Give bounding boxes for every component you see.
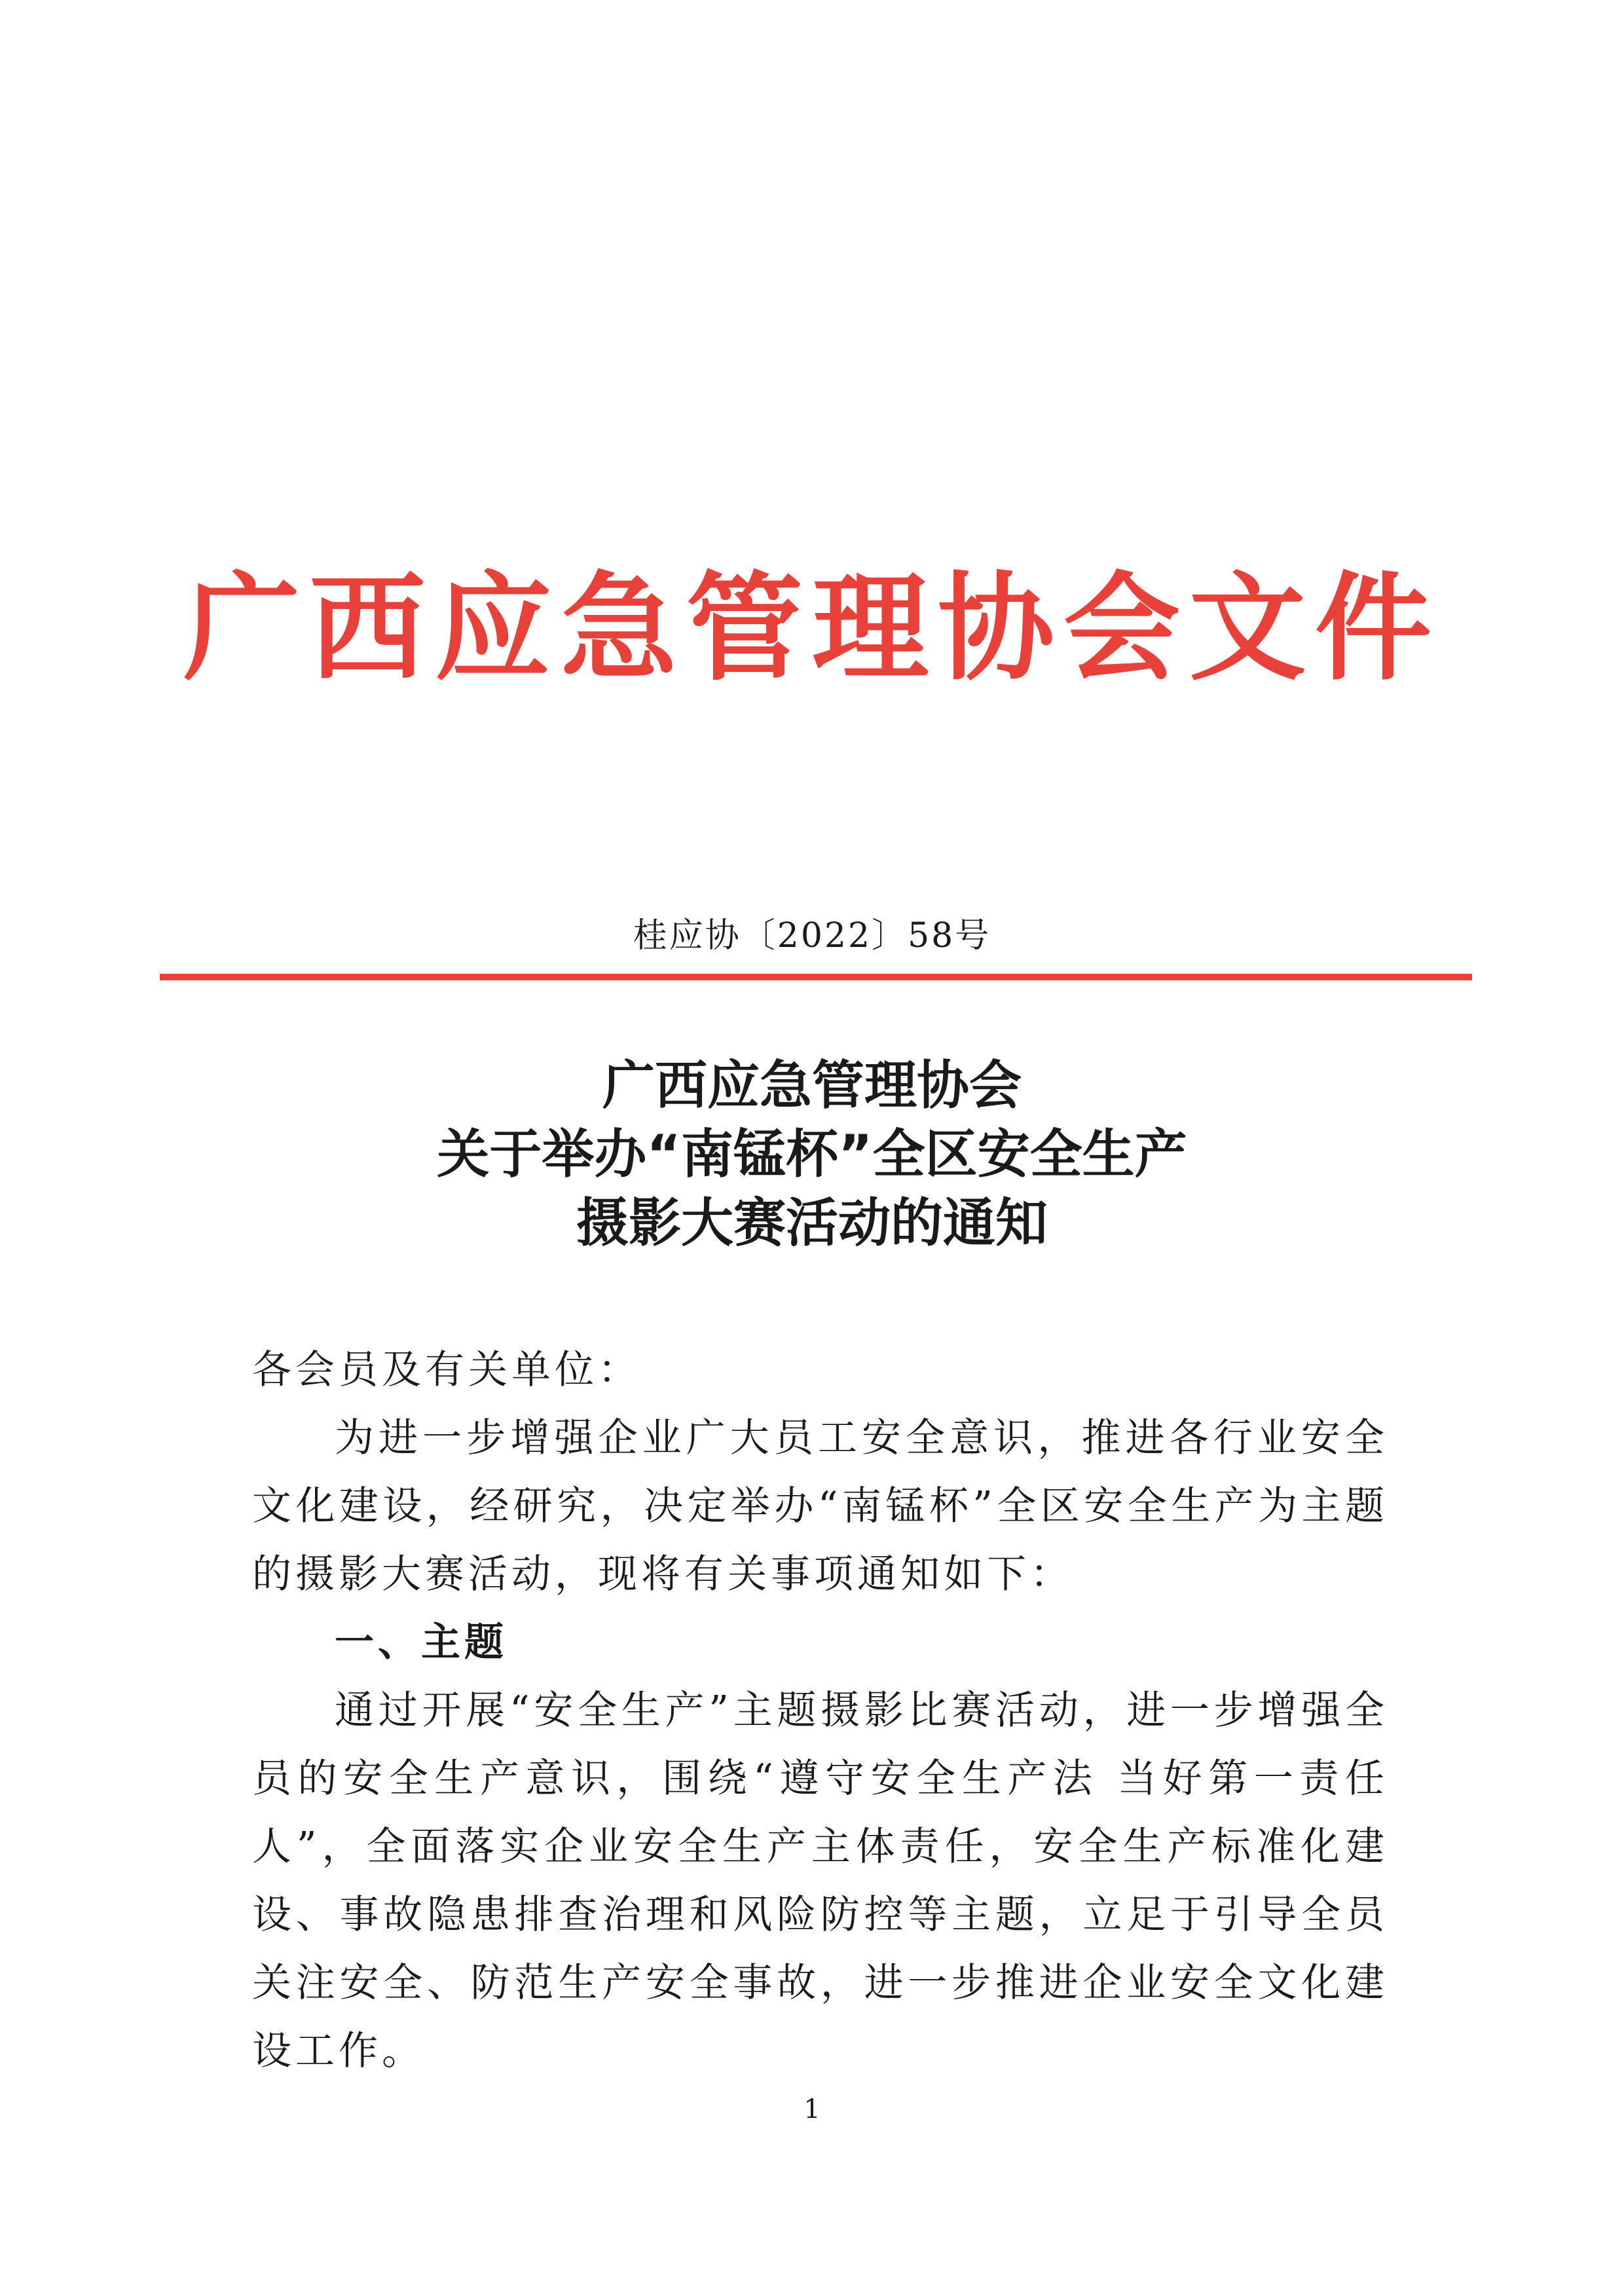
- notice-title-line-2: 关于举办“南锰杯”全区安全生产: [437, 1124, 1187, 1185]
- notice-title: [0, 1051, 1624, 1257]
- notice-title-line-1: 广西应急管理协会: [602, 1055, 1022, 1116]
- notice-title-line-3: 摄影大赛活动的通知: [576, 1193, 1048, 1253]
- section-theme-paragraph: 通过开展“安全生产”主题摄影比赛活动，进一步增强全员的安全生产意识，围绕“遵守安全生产法 当好第一责任人”，全面落实企业安全生产主体责任，安全生产标准化建设、事故隐患排查治理和风险防控等主题，立足于引导全员关注安全、防范生产安全事故，进一步推进企业安全文化建设工作。: [252, 1688, 1388, 2074]
- document-number: 桂应协〔2022〕58号: [633, 916, 991, 955]
- page-number: 1: [803, 2094, 821, 2124]
- section-heading-theme: 一、主题: [335, 1620, 507, 1665]
- red-divider-line: [160, 974, 1472, 980]
- masthead-title: 广西应急管理协会文件: [183, 559, 1441, 696]
- document-body: [252, 1336, 1388, 2085]
- intro-paragraph: 为进一步增强企业广大员工安全意识，推进各行业安全文化建设，经研究，决定举办“南锰杯”全区安全生产为主题的摄影大赛活动，现将有关事项通知如下：: [252, 1415, 1388, 1597]
- salutation: 各会员及有关单位：: [252, 1347, 641, 1393]
